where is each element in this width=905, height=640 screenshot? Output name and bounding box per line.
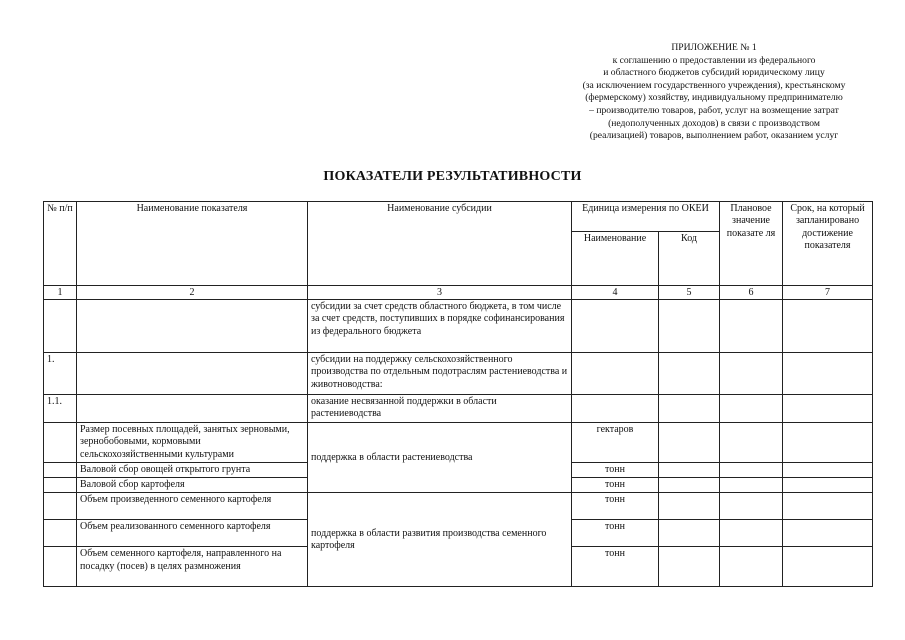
- total-subsidy-cell: субсидии за счет средств областного бюджета, в том числе за счет средств, поступивших в порядке софинансирования из федерального бюджета: [308, 300, 572, 353]
- column-number: 2: [77, 286, 308, 300]
- header-num: № п/п: [44, 202, 77, 286]
- column-number: 5: [659, 286, 720, 300]
- appendix-line: и областного бюджетов субсидий юридическому лицу: [603, 67, 825, 79]
- table-row: [44, 300, 873, 353]
- document-title: ПОКАЗАТЕЛИ РЕЗУЛЬТАТИВНОСТИ: [323, 169, 582, 184]
- indicator-name-cell: Валовой сбор овощей открытого грунта: [77, 462, 308, 477]
- subsidy-name-cell: поддержка в области растениеводства: [308, 423, 572, 493]
- subsidy-name-cell: оказание несвязанной поддержки в области растениеводства: [308, 395, 572, 423]
- unit-name-cell: тонн: [572, 520, 659, 547]
- appendix-line: ПРИЛОЖЕНИЕ № 1: [671, 42, 757, 53]
- table-row: [44, 353, 873, 395]
- appendix-line: (фермерскому) хозяйству, индивидуальному предпринимателю: [585, 92, 843, 104]
- appendix-line: (недополученных доходов) в связи с производством: [608, 117, 820, 129]
- unit-name-cell: тонн: [572, 547, 659, 587]
- header-planned: Плановое значение показате ля: [720, 202, 783, 286]
- header-unit-code: Код: [659, 232, 720, 286]
- header-deadline: Срок, на который запланировано достижение показателя: [783, 202, 873, 286]
- table-row: [44, 423, 873, 463]
- column-number: 6: [720, 286, 783, 300]
- header-unit-group: Единица измерения по ОКЕИ: [572, 202, 720, 232]
- indicator-name-cell: Валовой сбор картофеля: [77, 478, 308, 493]
- row-number: 1.: [44, 353, 77, 395]
- indicator-name-cell: Объем произведенного семенного картофеля: [77, 493, 308, 520]
- indicators-table: [43, 201, 873, 587]
- column-number: 7: [783, 286, 873, 300]
- appendix-line: (за исключением государственного учреждения), крестьянскому: [582, 79, 846, 91]
- unit-name-cell: гектаров: [572, 423, 659, 463]
- column-number: 3: [308, 286, 572, 300]
- header-indicator: Наименование показателя: [77, 202, 308, 286]
- indicator-name-cell: Объем реализованного семенного картофеля: [77, 520, 308, 547]
- unit-name-cell: тонн: [572, 478, 659, 493]
- appendix-line: (реализацией) товаров, выполнением работ, оказанием услуг: [589, 130, 839, 142]
- indicator-name-cell: Размер посевных площадей, занятых зерновыми, зернобобовыми, кормовыми сельскохозяйственными культурами: [77, 423, 308, 463]
- column-number: 1: [44, 286, 77, 300]
- table-row: [44, 493, 873, 520]
- unit-name-cell: тонн: [572, 462, 659, 477]
- indicator-name-cell: Объем семенного картофеля, направленного на посадку (посев) в целях размножения: [77, 547, 308, 587]
- appendix-header: [545, 42, 883, 143]
- appendix-line: к соглашению о предоставлении из федерального: [612, 54, 816, 66]
- header-unit-name: Наименование: [572, 232, 659, 286]
- subsidy-name-cell: субсидии на поддержку сельскохозяйственного производства по отдельным подотраслям растениеводства и животноводства:: [308, 353, 572, 395]
- header-row: [44, 202, 873, 232]
- subsidy-name-cell: поддержка в области развития производства семенного картофеля: [308, 493, 572, 587]
- unit-name-cell: тонн: [572, 493, 659, 520]
- column-number: 4: [572, 286, 659, 300]
- column-number-row: [44, 286, 873, 300]
- row-number: 1.1.: [44, 395, 77, 423]
- header-subsidy: Наименование субсидии: [308, 202, 572, 286]
- appendix-line: – производителю товаров, работ, услуг на возмещение затрат: [589, 104, 839, 116]
- table-row: [44, 395, 873, 423]
